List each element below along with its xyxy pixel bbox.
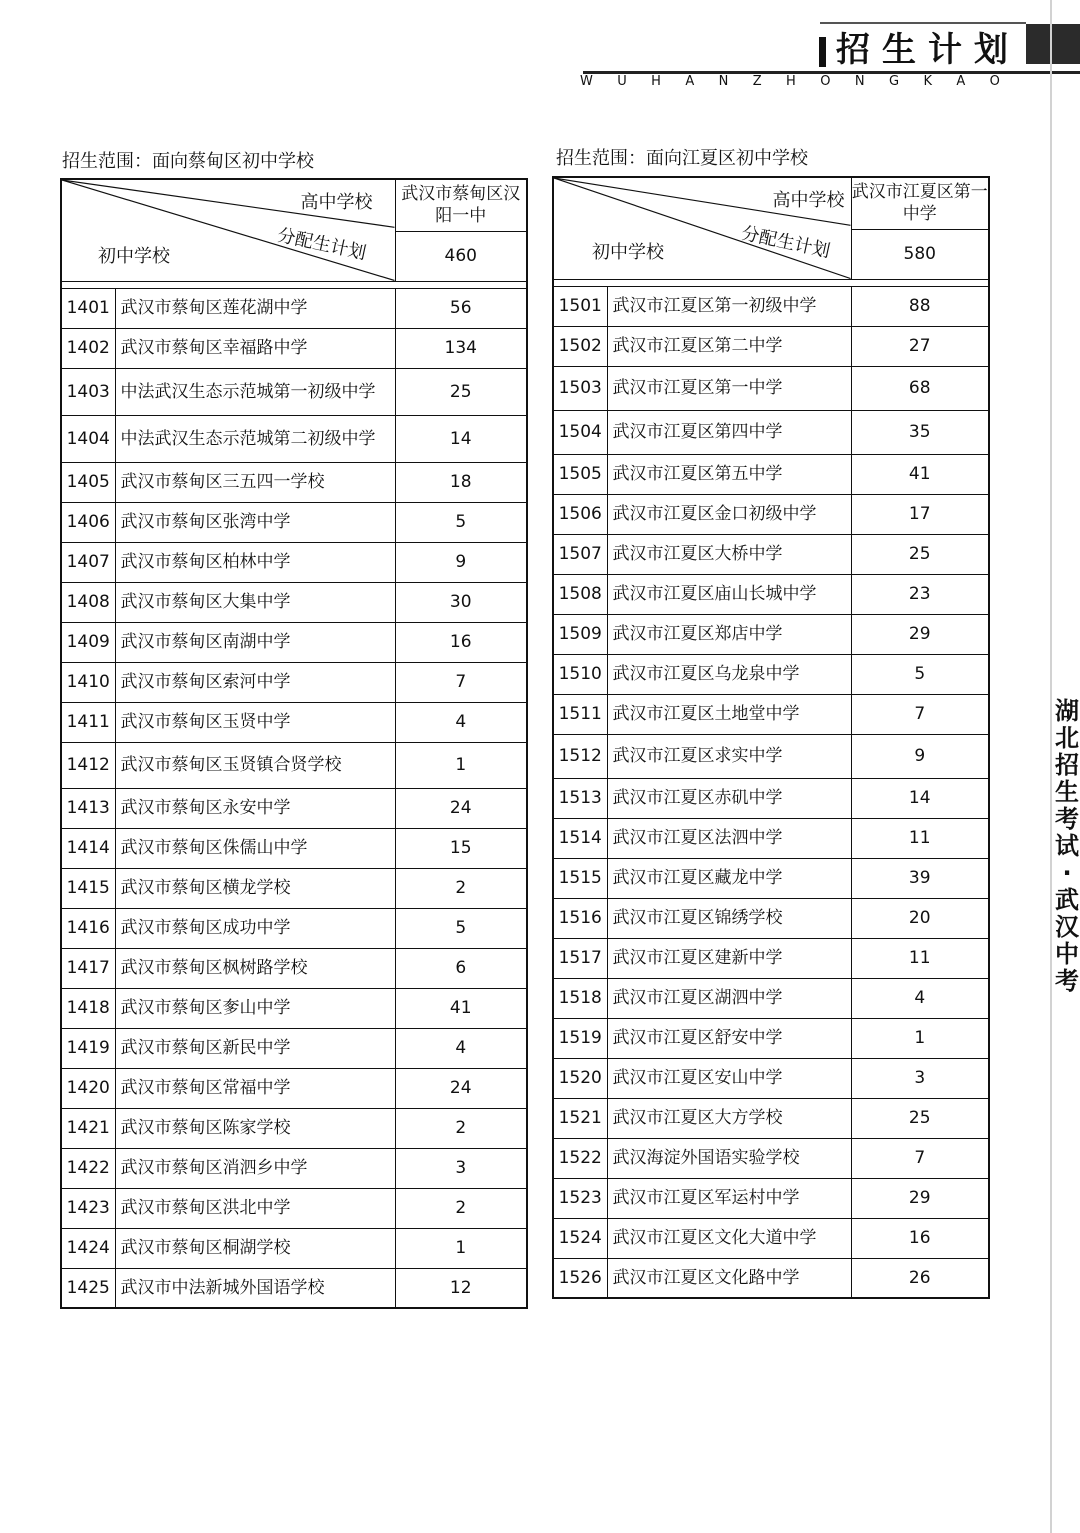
quota-value: 35 xyxy=(851,410,989,454)
subtitle-letter: U xyxy=(617,74,627,89)
table-row xyxy=(61,868,527,908)
header-black-tab xyxy=(1026,24,1080,64)
scope-label-caidian: 招生范围：面向蔡甸区初中学校 xyxy=(62,151,314,172)
corner-quota-label: 分配生计划 xyxy=(738,222,832,263)
school-code: 1503 xyxy=(553,366,607,410)
quota-value: 2 xyxy=(395,1108,527,1148)
total-quota: 460 xyxy=(395,231,527,281)
school-name: 中法武汉生态示范城第一初级中学 xyxy=(115,368,395,415)
school-code: 1408 xyxy=(61,582,115,622)
corner-quota-label: 分配生计划 xyxy=(274,224,368,265)
school-code: 1521 xyxy=(553,1098,607,1138)
school-name: 武汉市蔡甸区洪北中学 xyxy=(115,1188,395,1228)
school-name: 武汉市江夏区建新中学 xyxy=(607,938,851,978)
school-code: 1501 xyxy=(553,286,607,326)
side-vertical-label: 湖北招生考试·武汉中考 xyxy=(1055,697,1079,995)
school-name: 武汉市蔡甸区常福中学 xyxy=(115,1068,395,1108)
school-code: 1508 xyxy=(553,574,607,614)
school-code: 1417 xyxy=(61,948,115,988)
school-name: 武汉市江夏区庙山长城中学 xyxy=(607,574,851,614)
quota-value: 3 xyxy=(395,1148,527,1188)
school-code: 1423 xyxy=(61,1188,115,1228)
table-row xyxy=(61,1028,527,1068)
quota-value: 9 xyxy=(851,734,989,778)
table-row xyxy=(553,366,989,410)
school-name: 武汉市江夏区郑店中学 xyxy=(607,614,851,654)
table-row xyxy=(61,1108,527,1148)
table-row xyxy=(61,788,527,828)
school-code: 1513 xyxy=(553,778,607,818)
table-row xyxy=(553,1138,989,1178)
school-name: 武汉市江夏区大桥中学 xyxy=(607,534,851,574)
high-school-name: 武汉市蔡甸区汉阳一中 xyxy=(395,179,527,231)
subtitle-letter: A xyxy=(956,74,966,89)
separator-row xyxy=(61,281,527,288)
subtitle-letter: W xyxy=(580,74,593,89)
school-code: 1419 xyxy=(61,1028,115,1068)
table-row xyxy=(61,742,527,788)
school-name: 武汉市江夏区藏龙中学 xyxy=(607,858,851,898)
header-subtitle xyxy=(580,74,1000,90)
quota-value: 12 xyxy=(395,1268,527,1308)
quota-value: 25 xyxy=(851,534,989,574)
school-code: 1410 xyxy=(61,662,115,702)
school-name: 武汉市蔡甸区玉贤中学 xyxy=(115,702,395,742)
plan-table-jiangxia xyxy=(552,176,990,1299)
table-row xyxy=(61,1188,527,1228)
corner-header xyxy=(553,177,851,279)
school-name: 武汉市江夏区锦绣学校 xyxy=(607,898,851,938)
quota-value: 1 xyxy=(395,742,527,788)
quota-value: 7 xyxy=(851,694,989,734)
table-row xyxy=(553,326,989,366)
school-code: 1402 xyxy=(61,328,115,368)
subtitle-letter: H xyxy=(786,74,796,89)
table-row xyxy=(553,1018,989,1058)
school-code: 1526 xyxy=(553,1258,607,1298)
quota-value: 3 xyxy=(851,1058,989,1098)
school-code: 1422 xyxy=(61,1148,115,1188)
school-name: 武汉市江夏区湖泗中学 xyxy=(607,978,851,1018)
quota-value: 6 xyxy=(395,948,527,988)
school-code: 1514 xyxy=(553,818,607,858)
table-row xyxy=(61,1268,527,1308)
quota-value: 25 xyxy=(395,368,527,415)
table-row xyxy=(553,778,989,818)
school-code: 1505 xyxy=(553,454,607,494)
school-name: 武汉市蔡甸区奓山中学 xyxy=(115,988,395,1028)
header-top-rule xyxy=(820,22,1026,24)
table-row xyxy=(553,1098,989,1138)
school-name: 武汉市蔡甸区幸福路中学 xyxy=(115,328,395,368)
school-name: 武汉市蔡甸区大集中学 xyxy=(115,582,395,622)
school-name: 武汉市蔡甸区索河中学 xyxy=(115,662,395,702)
table-row xyxy=(61,328,527,368)
school-code: 1517 xyxy=(553,938,607,978)
table-row xyxy=(61,1148,527,1188)
school-name: 武汉海淀外国语实验学校 xyxy=(607,1138,851,1178)
school-code: 1518 xyxy=(553,978,607,1018)
corner-junior-school-label: 初中学校 xyxy=(98,246,170,267)
school-name: 武汉市江夏区赤矶中学 xyxy=(607,778,851,818)
school-name: 武汉市江夏区金口初级中学 xyxy=(607,494,851,534)
high-school-name: 武汉市江夏区第一中学 xyxy=(851,177,989,229)
school-name: 武汉市蔡甸区三五四一学校 xyxy=(115,462,395,502)
school-code: 1425 xyxy=(61,1268,115,1308)
school-name: 武汉市蔡甸区永安中学 xyxy=(115,788,395,828)
page-edge xyxy=(1050,0,1052,1533)
table-row xyxy=(553,898,989,938)
school-name: 武汉市江夏区求实中学 xyxy=(607,734,851,778)
quota-value: 7 xyxy=(851,1138,989,1178)
school-name: 武汉市蔡甸区玉贤镇合贤学校 xyxy=(115,742,395,788)
quota-value: 2 xyxy=(395,1188,527,1228)
school-code: 1418 xyxy=(61,988,115,1028)
quota-value: 9 xyxy=(395,542,527,582)
table-row xyxy=(553,694,989,734)
table-row xyxy=(553,1258,989,1298)
school-name: 武汉市蔡甸区南湖中学 xyxy=(115,622,395,662)
school-code: 1522 xyxy=(553,1138,607,1178)
table-row xyxy=(61,1228,527,1268)
table-row xyxy=(61,368,527,415)
table-row xyxy=(553,1058,989,1098)
quota-value: 1 xyxy=(395,1228,527,1268)
quota-value: 4 xyxy=(395,1028,527,1068)
subtitle-letter: N xyxy=(854,74,865,89)
subtitle-letter: H xyxy=(651,74,661,89)
table-row xyxy=(553,858,989,898)
quota-value: 11 xyxy=(851,818,989,858)
school-name: 武汉市蔡甸区桐湖学校 xyxy=(115,1228,395,1268)
subtitle-letter: N xyxy=(718,74,729,89)
scope-label-jiangxia: 招生范围：面向江夏区初中学校 xyxy=(556,148,808,169)
school-name: 武汉市江夏区文化大道中学 xyxy=(607,1218,851,1258)
school-name: 武汉市江夏区第四中学 xyxy=(607,410,851,454)
school-name: 武汉市蔡甸区横龙学校 xyxy=(115,868,395,908)
page-title: 招生计划 xyxy=(836,30,1020,70)
table-row xyxy=(553,454,989,494)
school-code: 1524 xyxy=(553,1218,607,1258)
school-name: 武汉市江夏区安山中学 xyxy=(607,1058,851,1098)
quota-value: 14 xyxy=(851,778,989,818)
corner-header xyxy=(61,179,395,281)
quota-value: 7 xyxy=(395,662,527,702)
school-name: 武汉市江夏区乌龙泉中学 xyxy=(607,654,851,694)
table-row xyxy=(553,1218,989,1258)
school-name: 武汉市蔡甸区新民中学 xyxy=(115,1028,395,1068)
table-row xyxy=(553,614,989,654)
table-row xyxy=(553,494,989,534)
quota-value: 5 xyxy=(395,908,527,948)
quota-value: 134 xyxy=(395,328,527,368)
school-name: 武汉市江夏区军运村中学 xyxy=(607,1178,851,1218)
header-bar-mark xyxy=(819,37,826,67)
quota-value: 17 xyxy=(851,494,989,534)
table-row xyxy=(61,1068,527,1108)
quota-value: 2 xyxy=(395,868,527,908)
quota-value: 16 xyxy=(395,622,527,662)
table-row xyxy=(61,908,527,948)
subtitle-letter: O xyxy=(820,74,831,89)
quota-value: 24 xyxy=(395,1068,527,1108)
table-row xyxy=(553,1178,989,1218)
school-code: 1502 xyxy=(553,326,607,366)
quota-value: 23 xyxy=(851,574,989,614)
school-code: 1507 xyxy=(553,534,607,574)
school-name: 武汉市蔡甸区消泗乡中学 xyxy=(115,1148,395,1188)
table-row xyxy=(61,948,527,988)
plan-table-caidian xyxy=(60,178,528,1309)
school-code: 1520 xyxy=(553,1058,607,1098)
school-code: 1409 xyxy=(61,622,115,662)
separator-row xyxy=(553,279,989,286)
school-code: 1411 xyxy=(61,702,115,742)
quota-value: 15 xyxy=(395,828,527,868)
quota-value: 88 xyxy=(851,286,989,326)
school-code: 1510 xyxy=(553,654,607,694)
school-code: 1413 xyxy=(61,788,115,828)
school-code: 1504 xyxy=(553,410,607,454)
school-code: 1506 xyxy=(553,494,607,534)
table-row xyxy=(61,542,527,582)
school-name: 武汉市蔡甸区侏儒山中学 xyxy=(115,828,395,868)
table-row xyxy=(553,286,989,326)
quota-value: 4 xyxy=(395,702,527,742)
school-name: 武汉市中法新城外国语学校 xyxy=(115,1268,395,1308)
school-name: 中法武汉生态示范城第二初级中学 xyxy=(115,415,395,462)
quota-value: 29 xyxy=(851,1178,989,1218)
quota-value: 30 xyxy=(395,582,527,622)
table-row xyxy=(61,288,527,328)
school-code: 1407 xyxy=(61,542,115,582)
school-name: 武汉市蔡甸区柏林中学 xyxy=(115,542,395,582)
school-code: 1512 xyxy=(553,734,607,778)
quota-value: 68 xyxy=(851,366,989,410)
school-code: 1421 xyxy=(61,1108,115,1148)
school-name: 武汉市江夏区第一初级中学 xyxy=(607,286,851,326)
table-row xyxy=(61,622,527,662)
table-row xyxy=(61,502,527,542)
quota-value: 16 xyxy=(851,1218,989,1258)
school-code: 1523 xyxy=(553,1178,607,1218)
school-name: 武汉市蔡甸区成功中学 xyxy=(115,908,395,948)
school-name: 武汉市蔡甸区莲花湖中学 xyxy=(115,288,395,328)
subtitle-letter: O xyxy=(989,74,1000,89)
school-name: 武汉市江夏区第一中学 xyxy=(607,366,851,410)
corner-high-school-label: 高中学校 xyxy=(300,192,373,213)
table-row xyxy=(61,582,527,622)
school-code: 1519 xyxy=(553,1018,607,1058)
school-name: 武汉市蔡甸区陈家学校 xyxy=(115,1108,395,1148)
quota-value: 26 xyxy=(851,1258,989,1298)
table-row xyxy=(61,662,527,702)
total-quota: 580 xyxy=(851,229,989,279)
school-code: 1412 xyxy=(61,742,115,788)
quota-value: 11 xyxy=(851,938,989,978)
table-row xyxy=(61,415,527,462)
table-row xyxy=(553,534,989,574)
school-code: 1511 xyxy=(553,694,607,734)
table-row xyxy=(553,574,989,614)
school-code: 1414 xyxy=(61,828,115,868)
table-row xyxy=(553,818,989,858)
quota-value: 56 xyxy=(395,288,527,328)
quota-value: 24 xyxy=(395,788,527,828)
school-name: 武汉市江夏区大方学校 xyxy=(607,1098,851,1138)
table-row xyxy=(553,654,989,694)
quota-value: 4 xyxy=(851,978,989,1018)
table-row xyxy=(61,828,527,868)
table-row xyxy=(61,988,527,1028)
school-code: 1415 xyxy=(61,868,115,908)
school-name: 武汉市蔡甸区张湾中学 xyxy=(115,502,395,542)
subtitle-letter: K xyxy=(923,74,932,89)
school-code: 1516 xyxy=(553,898,607,938)
school-name: 武汉市江夏区文化路中学 xyxy=(607,1258,851,1298)
table-row xyxy=(553,734,989,778)
quota-value: 20 xyxy=(851,898,989,938)
school-code: 1515 xyxy=(553,858,607,898)
table-row xyxy=(553,410,989,454)
school-code: 1401 xyxy=(61,288,115,328)
quota-value: 18 xyxy=(395,462,527,502)
table-row xyxy=(61,702,527,742)
quota-value: 41 xyxy=(395,988,527,1028)
school-name: 武汉市蔡甸区枫树路学校 xyxy=(115,948,395,988)
school-code: 1405 xyxy=(61,462,115,502)
quota-value: 29 xyxy=(851,614,989,654)
quota-value: 39 xyxy=(851,858,989,898)
quota-value: 41 xyxy=(851,454,989,494)
table-row xyxy=(61,462,527,502)
school-name: 武汉市江夏区法泗中学 xyxy=(607,818,851,858)
corner-junior-school-label: 初中学校 xyxy=(592,242,664,263)
school-code: 1403 xyxy=(61,368,115,415)
table-row xyxy=(553,938,989,978)
school-name: 武汉市江夏区第二中学 xyxy=(607,326,851,366)
school-name: 武汉市江夏区舒安中学 xyxy=(607,1018,851,1058)
corner-high-school-label: 高中学校 xyxy=(772,190,845,211)
school-code: 1509 xyxy=(553,614,607,654)
quota-value: 14 xyxy=(395,415,527,462)
school-name: 武汉市江夏区土地堂中学 xyxy=(607,694,851,734)
school-code: 1416 xyxy=(61,908,115,948)
quota-value: 25 xyxy=(851,1098,989,1138)
quota-value: 5 xyxy=(395,502,527,542)
school-name: 武汉市江夏区第五中学 xyxy=(607,454,851,494)
subtitle-letter: A xyxy=(685,74,695,89)
school-code: 1404 xyxy=(61,415,115,462)
subtitle-letter: Z xyxy=(752,74,762,89)
quota-value: 1 xyxy=(851,1018,989,1058)
quota-value: 5 xyxy=(851,654,989,694)
subtitle-letter: G xyxy=(888,74,900,89)
quota-value: 27 xyxy=(851,326,989,366)
table-row xyxy=(553,978,989,1018)
school-code: 1424 xyxy=(61,1228,115,1268)
school-code: 1406 xyxy=(61,502,115,542)
school-code: 1420 xyxy=(61,1068,115,1108)
